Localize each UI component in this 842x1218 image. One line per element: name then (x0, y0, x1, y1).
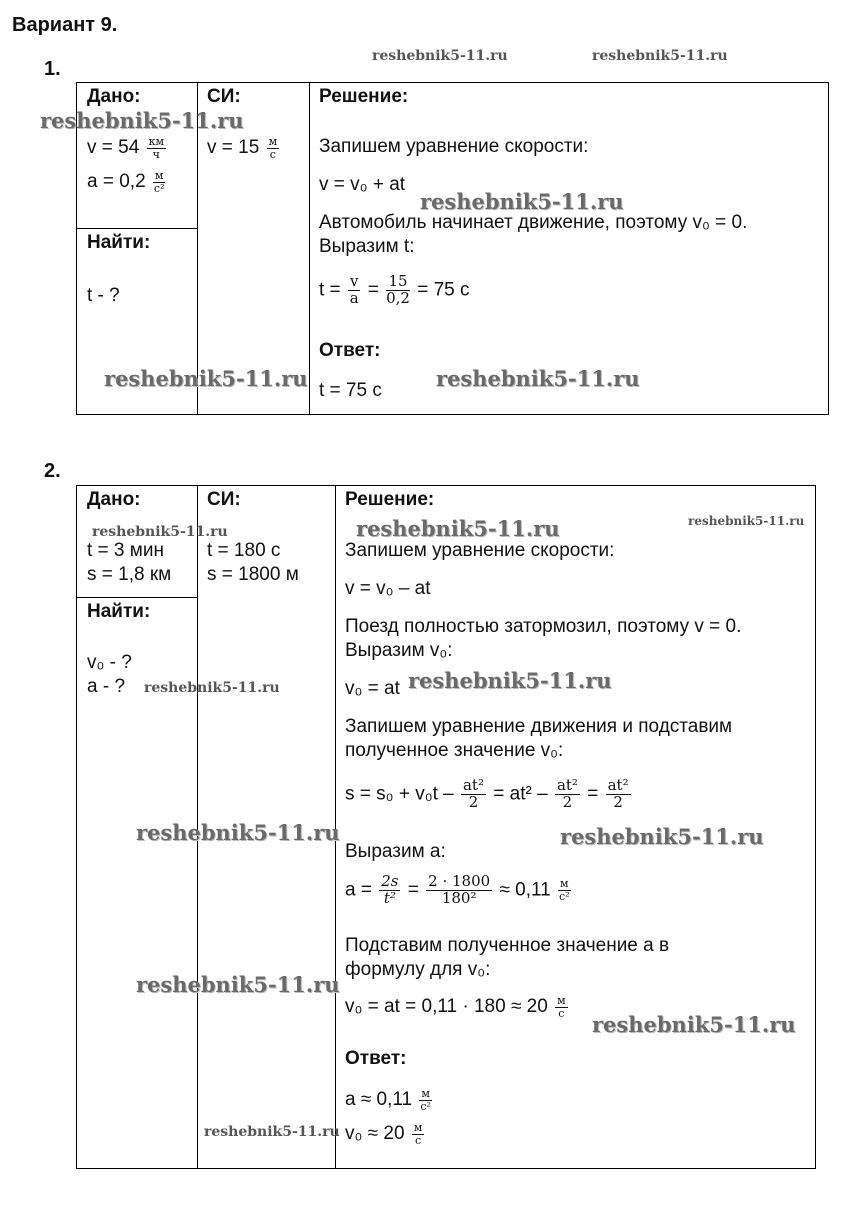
answer-v0: v₀ ≈ 20 $\frac{м}{с}$ (345, 1121, 423, 1147)
equation-a: a = $\frac{2s}{\text{t²}}$ = $\frac{2 \cdot 1800}{\text{180²}}$ ≈ 0,11 $\frac{м}{\text{с²}}$ (345, 872, 570, 907)
solution-label: Решение: (345, 489, 435, 510)
find-v0: v₀ - ? (87, 652, 132, 673)
si-label: СИ: (207, 489, 241, 510)
solution-line: Выразим t: (319, 236, 415, 257)
problem-1-number: 1. (44, 58, 61, 80)
solution-line: Поезд полностью затормозил, поэтому v = 0. (345, 616, 742, 637)
watermark: reshebnik5-11.ru (104, 366, 308, 391)
watermark: reshebnik5-11.ru (408, 668, 612, 693)
watermark: reshebnik5-11.ru (372, 48, 508, 64)
equation-t: t = $\frac{v}{a}$ = $\frac{15}{0,2}$ = 75 с (319, 272, 470, 307)
watermark: reshebnik5-11.ru (92, 524, 228, 540)
watermark: reshebnik5-11.ru (136, 820, 340, 845)
solution-line: v = v₀ – at (345, 578, 431, 599)
watermark: reshebnik5-11.ru (592, 48, 728, 64)
solution-line: Подставим полученное значение a в (345, 935, 670, 956)
solution-line: Запишем уравнение скорости: (345, 540, 615, 561)
solution-line: полученное значение v₀: (345, 740, 564, 761)
given-distance: s = 1,8 км (87, 564, 172, 585)
solution-line: v₀ = at (345, 678, 400, 699)
watermark: reshebnik5-11.ru (356, 516, 560, 541)
watermark: reshebnik5-11.ru (144, 680, 280, 696)
watermark: reshebnik5-11.ru (136, 972, 340, 997)
watermark: reshebnik5-11.ru (688, 514, 805, 528)
si-time: t = 180 с (207, 540, 281, 561)
given-acceleration: a = 0,2 $\frac{м}{\text{с²}}$ (87, 169, 165, 195)
find-label: Найти: (87, 232, 151, 253)
watermark: reshebnik5-11.ru (436, 366, 640, 391)
given-velocity: v = 54 $\frac{км}{ч}$ (87, 135, 165, 161)
watermark: reshebnik5-11.ru (40, 108, 244, 133)
watermark: reshebnik5-11.ru (204, 1124, 340, 1140)
solution-line: Автомобиль начинает движение, поэтому v₀ = 0. (319, 212, 748, 233)
watermark: reshebnik5-11.ru (420, 189, 624, 214)
solution-label: Решение: (319, 86, 409, 107)
solution-line: Запишем уравнение движения и подставим (345, 716, 733, 737)
answer-label: Ответ: (345, 1048, 407, 1069)
equation-s: s = s₀ + v₀t – $\frac{\text{at²}}{2}$ = at² – $\frac{\text{at²}}{2}$ = $\frac{\text{at²}}{2}$ (345, 776, 629, 811)
answer-a: a ≈ 0,11 $\frac{м}{\text{с²}}$ (345, 1087, 431, 1113)
si-label: СИ: (207, 86, 241, 107)
watermark: reshebnik5-11.ru (592, 1012, 796, 1037)
page-title: Вариант 9. (12, 14, 118, 36)
find-label: Найти: (87, 601, 151, 622)
solution-line: Выразим v₀: (345, 640, 453, 661)
equation-v0: v₀ = at = 0,11 · 180 ≈ 20 $\frac{м}{с}$ (345, 994, 566, 1020)
si-velocity: v = 15 $\frac{м}{с}$ (207, 135, 278, 161)
watermark: reshebnik5-11.ru (560, 824, 764, 849)
solution-line: Запишем уравнение скорости: (319, 136, 589, 157)
given-label: Дано: (87, 489, 141, 510)
solution-line: v = v₀ + at (319, 174, 406, 195)
problem-2-number: 2. (44, 460, 61, 482)
solution-line: формулу для v₀: (345, 959, 491, 980)
answer-label: Ответ: (319, 340, 381, 361)
si-distance: s = 1800 м (207, 564, 299, 585)
find-value: t - ? (87, 285, 120, 306)
given-time: t = 3 мин (87, 540, 164, 561)
find-a: a - ? (87, 676, 126, 697)
answer-value: t = 75 с (319, 380, 382, 401)
solution-line: Выразим a: (345, 841, 446, 862)
given-label: Дано: (87, 86, 141, 107)
